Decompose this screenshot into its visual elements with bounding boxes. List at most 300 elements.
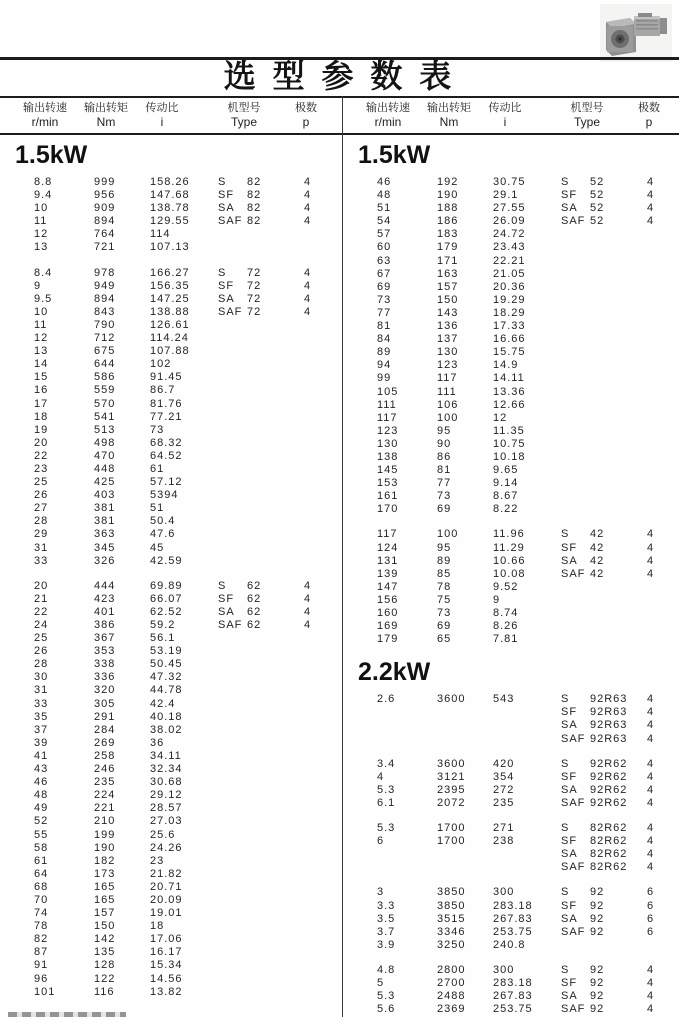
type-prefix-cell: SAF	[561, 732, 586, 745]
ratio-cell: 283.18	[493, 976, 533, 989]
torque-cell: 77	[437, 477, 452, 490]
torque-cell: 210	[94, 815, 116, 828]
type-prefix-cell: SA	[561, 990, 578, 1003]
torque-cell: 513	[94, 423, 116, 436]
table-row	[343, 555, 679, 568]
speed-cell: 63	[377, 254, 392, 267]
table-row	[343, 281, 679, 294]
ratio-cell: 107.13	[150, 241, 190, 254]
speed-cell: 31	[34, 684, 49, 697]
ratio-cell: 20.09	[150, 893, 183, 906]
speed-cell: 6.1	[377, 796, 396, 809]
type-prefix-cell: SF	[561, 706, 578, 719]
speed-cell: 10	[34, 305, 49, 318]
speed-cell: 160	[377, 607, 399, 619]
speed-cell: 26	[34, 489, 49, 502]
torque-cell: 106	[437, 398, 459, 411]
row-group	[343, 758, 679, 810]
speed-cell: 54	[377, 215, 392, 228]
type-prefix-cell: SA	[218, 292, 235, 305]
speed-cell: 78	[34, 920, 49, 933]
poles-cell: 4	[647, 783, 655, 796]
table-row	[343, 464, 679, 477]
torque-cell: 89	[437, 554, 452, 567]
ratio-cell: 91.45	[150, 371, 183, 384]
table-row	[0, 411, 342, 424]
table-panel-right	[343, 138, 679, 1017]
table-row	[0, 946, 342, 959]
column-unit: p	[302, 115, 310, 129]
speed-cell: 5.3	[377, 783, 396, 796]
table-row	[343, 451, 679, 464]
speed-cell: 48	[34, 789, 49, 802]
ratio-cell: 9.52	[493, 580, 519, 593]
type-size-cell: 52	[590, 215, 605, 228]
ratio-cell: 21.05	[493, 267, 526, 280]
torque-cell: 179	[437, 241, 459, 254]
speed-cell: 9	[34, 279, 42, 292]
ratio-cell: 69.89	[150, 579, 183, 592]
table-row	[343, 620, 679, 633]
table-row	[343, 861, 679, 874]
torque-cell: 100	[437, 411, 459, 424]
torque-cell: 448	[94, 462, 116, 475]
speed-cell: 145	[377, 464, 399, 477]
table-row	[343, 693, 679, 706]
type-prefix-cell: SF	[561, 541, 578, 554]
table-row	[343, 568, 679, 581]
speed-cell: 41	[34, 749, 49, 762]
speed-cell: 11	[34, 215, 48, 228]
poles-cell: 4	[647, 215, 655, 228]
ratio-cell: 73	[150, 423, 165, 436]
speed-cell: 17	[34, 397, 49, 410]
ratio-cell: 267.83	[493, 912, 533, 925]
table-row	[343, 346, 679, 359]
speed-cell: 91	[34, 959, 49, 972]
poles-cell: 4	[647, 732, 655, 745]
table-row	[0, 489, 342, 502]
type-size-cell: 92	[590, 976, 605, 989]
table-row	[0, 959, 342, 972]
table-row	[0, 868, 342, 881]
type-prefix-cell: SAF	[561, 1003, 586, 1016]
ratio-cell: 9.65	[493, 464, 519, 477]
table-panel-left	[0, 138, 342, 1011]
type-prefix-cell: S	[561, 176, 570, 188]
torque-cell: 128	[94, 959, 116, 972]
ratio-cell: 147.25	[150, 292, 190, 305]
speed-cell: 39	[34, 736, 49, 749]
ratio-cell: 10.18	[493, 450, 526, 463]
type-size-cell: 92	[590, 963, 605, 976]
torque-cell: 541	[94, 410, 116, 423]
ratio-cell: 20.36	[493, 280, 526, 293]
torque-cell: 165	[94, 893, 116, 906]
type-size-cell: 92R63	[590, 706, 628, 719]
table-row	[343, 320, 679, 333]
torque-cell: 367	[94, 632, 116, 645]
ratio-cell: 11.29	[493, 541, 525, 554]
torque-cell: 363	[94, 528, 116, 541]
torque-cell: 3515	[437, 912, 466, 925]
speed-cell: 12	[34, 228, 49, 241]
type-size-cell: 52	[590, 189, 605, 202]
ratio-cell: 68.32	[150, 436, 183, 449]
speed-cell: 111	[377, 398, 397, 411]
type-prefix-cell: SAF	[561, 861, 586, 874]
type-prefix-cell: SA	[561, 554, 578, 567]
column-label: 极数	[638, 102, 660, 114]
column-label: 传动比	[145, 102, 179, 114]
table-row	[0, 986, 342, 999]
table-row	[343, 542, 679, 555]
table-row	[343, 822, 679, 835]
speed-cell: 55	[34, 828, 49, 841]
type-prefix-cell: SF	[561, 189, 578, 202]
poles-cell: 4	[304, 619, 312, 631]
speed-cell: 29	[34, 528, 49, 541]
column-header	[122, 101, 202, 130]
ratio-cell: 267.83	[493, 990, 533, 1003]
torque-cell: 305	[94, 697, 116, 710]
ratio-cell: 86.7	[150, 384, 176, 397]
torque-cell: 182	[94, 854, 116, 867]
type-prefix-cell: S	[561, 963, 570, 976]
type-size-cell: 92R63	[590, 719, 628, 732]
ratio-cell: 158.26	[150, 176, 190, 188]
type-prefix-cell: SA	[218, 605, 235, 618]
ratio-cell: 34.11	[150, 749, 182, 762]
ratio-cell: 29.12	[150, 789, 183, 802]
speed-cell: 70	[34, 893, 49, 906]
ratio-cell: 21.82	[150, 867, 183, 880]
table-row	[0, 894, 342, 907]
type-prefix-cell: SAF	[561, 925, 586, 938]
speed-cell: 58	[34, 841, 49, 854]
speed-cell: 117	[377, 528, 398, 541]
ratio-cell: 271	[493, 822, 515, 835]
speed-cell: 3.4	[377, 757, 396, 770]
ratio-cell: 44.78	[150, 684, 183, 697]
table-row	[343, 528, 679, 541]
torque-cell: 188	[437, 202, 459, 215]
ratio-cell: 36	[150, 736, 165, 749]
cutoff-text-fragment	[8, 1012, 126, 1017]
type-size-cell: 62	[247, 579, 262, 592]
ratio-cell: 12.66	[493, 398, 526, 411]
torque-cell: 894	[94, 215, 116, 228]
speed-cell: 19	[34, 423, 49, 436]
poles-cell: 6	[647, 912, 655, 925]
type-prefix-cell: SF	[218, 592, 235, 605]
torque-cell: 909	[94, 202, 116, 215]
poles-cell: 4	[647, 706, 655, 719]
torque-cell: 78	[437, 580, 452, 593]
ratio-cell: 138.88	[150, 305, 190, 318]
speed-cell: 170	[377, 503, 399, 516]
torque-cell: 157	[437, 280, 459, 293]
table-row	[343, 706, 679, 719]
speed-cell: 82	[34, 933, 49, 946]
speed-cell: 15	[34, 371, 49, 384]
speed-cell: 74	[34, 907, 49, 920]
torque-cell: 116	[94, 985, 115, 998]
torque-cell: 3850	[437, 899, 466, 912]
torque-cell: 157	[94, 907, 116, 920]
poles-cell: 4	[304, 176, 312, 188]
table-row	[0, 684, 342, 697]
speed-cell: 3.7	[377, 925, 396, 938]
speed-cell: 23	[34, 462, 49, 475]
speed-cell: 60	[377, 241, 392, 254]
column-unit: p	[645, 115, 653, 129]
table-row	[343, 581, 679, 594]
header-rule	[0, 133, 679, 135]
torque-cell: 999	[94, 176, 116, 188]
torque-cell: 291	[94, 710, 116, 723]
speed-cell: 139	[377, 567, 399, 580]
torque-cell: 3346	[437, 925, 466, 938]
table-row	[343, 294, 679, 307]
speed-cell: 5.3	[377, 822, 396, 835]
ratio-cell: 240.8	[493, 938, 526, 951]
table-row	[0, 789, 342, 802]
speed-cell: 8.8	[34, 176, 53, 188]
ratio-cell: 25.6	[150, 828, 176, 841]
type-prefix-cell: SA	[561, 719, 578, 732]
table-row	[343, 477, 679, 490]
speed-cell: 52	[34, 815, 49, 828]
ratio-cell: 77.21	[150, 410, 183, 423]
ratio-cell: 57.12	[150, 476, 183, 489]
ratio-cell: 12	[493, 411, 508, 424]
speed-cell: 161	[377, 490, 399, 503]
type-size-cell: 82R62	[590, 861, 628, 874]
type-size-cell: 82R62	[590, 835, 628, 848]
table-row	[343, 215, 679, 228]
speed-cell: 21	[34, 592, 49, 605]
torque-cell: 949	[94, 279, 116, 292]
speed-cell: 11	[34, 318, 48, 331]
poles-cell: 4	[304, 592, 312, 605]
ratio-cell: 8.26	[493, 620, 519, 633]
torque-cell: 644	[94, 358, 116, 371]
poles-cell: 4	[304, 202, 312, 215]
speed-cell: 2.6	[377, 693, 396, 706]
type-prefix-cell: SF	[561, 770, 578, 783]
torque-cell: 403	[94, 489, 116, 502]
poles-cell: 4	[647, 796, 655, 809]
ratio-cell: 420	[493, 757, 515, 770]
poles-cell: 4	[647, 554, 655, 567]
speed-cell: 27	[34, 502, 49, 515]
speed-cell: 123	[377, 424, 399, 437]
poles-cell: 4	[647, 719, 655, 732]
table-row	[0, 476, 342, 489]
speed-cell: 22	[34, 449, 49, 462]
torque-cell: 444	[94, 579, 116, 592]
table-row	[0, 881, 342, 894]
ratio-cell: 9.14	[493, 477, 519, 490]
type-size-cell: 92	[590, 886, 605, 899]
type-size-cell: 82R62	[590, 848, 628, 861]
speed-cell: 12	[34, 332, 49, 345]
table-row	[0, 737, 342, 750]
speed-cell: 3.9	[377, 938, 396, 951]
type-size-cell: 52	[590, 176, 605, 188]
speed-cell: 5.3	[377, 990, 396, 1003]
page-title: 选 型 参 数 表	[223, 58, 456, 94]
torque-cell: 95	[437, 541, 452, 554]
speed-cell: 57	[377, 228, 392, 241]
row-group	[343, 964, 679, 1016]
ratio-cell: 10.75	[493, 437, 526, 450]
table-row	[343, 913, 679, 926]
type-size-cell: 92	[590, 899, 605, 912]
torque-cell: 75	[437, 593, 452, 606]
torque-cell: 69	[437, 503, 452, 516]
row-group	[343, 693, 679, 745]
torque-cell: 90	[437, 437, 452, 450]
ratio-cell: 16.66	[493, 333, 526, 346]
speed-cell: 10	[34, 202, 49, 215]
table-row	[343, 399, 679, 412]
poles-cell: 4	[647, 848, 655, 861]
speed-cell: 124	[377, 541, 399, 554]
torque-cell: 86	[437, 450, 452, 463]
table-row	[343, 412, 679, 425]
torque-cell: 956	[94, 189, 116, 202]
type-size-cell: 62	[247, 619, 262, 631]
ratio-cell: 107.88	[150, 345, 190, 358]
table-row	[0, 450, 342, 463]
row-group	[0, 267, 342, 568]
type-prefix-cell: SF	[561, 976, 578, 989]
speed-cell: 96	[34, 972, 49, 985]
torque-cell: 320	[94, 684, 116, 697]
type-size-cell: 42	[590, 541, 605, 554]
type-prefix-cell: SA	[561, 912, 578, 925]
table-row	[0, 398, 342, 411]
torque-cell: 2800	[437, 963, 466, 976]
speed-cell: 13	[34, 345, 49, 358]
ratio-cell: 26.09	[493, 215, 526, 228]
table-row	[343, 268, 679, 281]
row-group	[0, 176, 342, 255]
torque-cell: 224	[94, 789, 116, 802]
speed-cell: 22	[34, 605, 49, 618]
type-prefix-cell: SAF	[561, 796, 586, 809]
table-row	[343, 176, 679, 189]
ratio-cell: 81.76	[150, 397, 183, 410]
ratio-cell: 15.34	[150, 959, 183, 972]
torque-cell: 764	[94, 228, 116, 241]
table-row	[343, 490, 679, 503]
ratio-cell: 42.59	[150, 554, 183, 567]
speed-cell: 153	[377, 477, 399, 490]
speed-cell: 18	[34, 410, 49, 423]
row-group	[0, 580, 342, 999]
ratio-cell: 66.07	[150, 592, 183, 605]
table-row	[0, 750, 342, 763]
table-row	[0, 842, 342, 855]
type-size-cell: 92R62	[590, 757, 628, 770]
table-row	[0, 215, 342, 228]
poles-cell: 4	[647, 567, 655, 580]
row-group	[343, 528, 679, 646]
torque-cell: 345	[94, 541, 116, 554]
ratio-cell: 14.9	[493, 359, 519, 372]
type-prefix-cell: SF	[561, 899, 578, 912]
table-row	[0, 815, 342, 828]
ratio-cell: 10.08	[493, 567, 526, 580]
table-row	[0, 345, 342, 358]
torque-cell: 130	[437, 346, 459, 359]
torque-cell: 137	[437, 333, 459, 346]
ratio-cell: 102	[150, 358, 172, 371]
ratio-cell: 22.21	[493, 254, 526, 267]
table-row	[343, 886, 679, 899]
torque-cell: 386	[94, 619, 116, 631]
torque-cell: 65	[437, 633, 452, 646]
poles-cell: 4	[647, 822, 655, 835]
table-row	[0, 645, 342, 658]
table-row	[0, 515, 342, 528]
ratio-cell: 45	[150, 541, 165, 554]
type-prefix-cell: SA	[218, 202, 235, 215]
table-row	[0, 319, 342, 332]
speed-cell: 46	[377, 176, 392, 188]
torque-cell: 721	[94, 241, 116, 254]
ratio-cell: 47.6	[150, 528, 176, 541]
table-row	[0, 907, 342, 920]
table-row	[343, 333, 679, 346]
torque-cell: 2395	[437, 783, 466, 796]
table-row	[0, 606, 342, 619]
speed-cell: 84	[377, 333, 392, 346]
table-row	[343, 359, 679, 372]
ratio-cell: 283.18	[493, 899, 533, 912]
table-row	[0, 593, 342, 606]
speed-cell: 3	[377, 886, 385, 899]
torque-cell: 586	[94, 371, 116, 384]
torque-cell: 3600	[437, 757, 466, 770]
torque-cell: 171	[437, 254, 459, 267]
type-prefix-cell: SAF	[218, 305, 243, 318]
type-size-cell: 72	[247, 305, 262, 318]
table-row	[0, 580, 342, 593]
type-prefix-cell: S	[561, 822, 570, 835]
speed-cell: 31	[34, 541, 49, 554]
type-size-cell: 92	[590, 990, 605, 1003]
torque-cell: 336	[94, 671, 116, 684]
torque-cell: 2488	[437, 990, 466, 1003]
poles-cell: 4	[647, 528, 655, 541]
table-row	[0, 776, 342, 789]
table-row	[343, 719, 679, 732]
ratio-cell: 23	[150, 854, 165, 867]
table-row	[343, 228, 679, 241]
torque-cell: 712	[94, 332, 116, 345]
type-size-cell: 82	[247, 189, 262, 202]
ratio-cell: 354	[493, 770, 515, 783]
speed-cell: 28	[34, 658, 49, 671]
column-unit: Type	[573, 115, 600, 129]
torque-cell: 85	[437, 567, 452, 580]
row-group	[343, 176, 679, 516]
speed-cell: 67	[377, 267, 392, 280]
